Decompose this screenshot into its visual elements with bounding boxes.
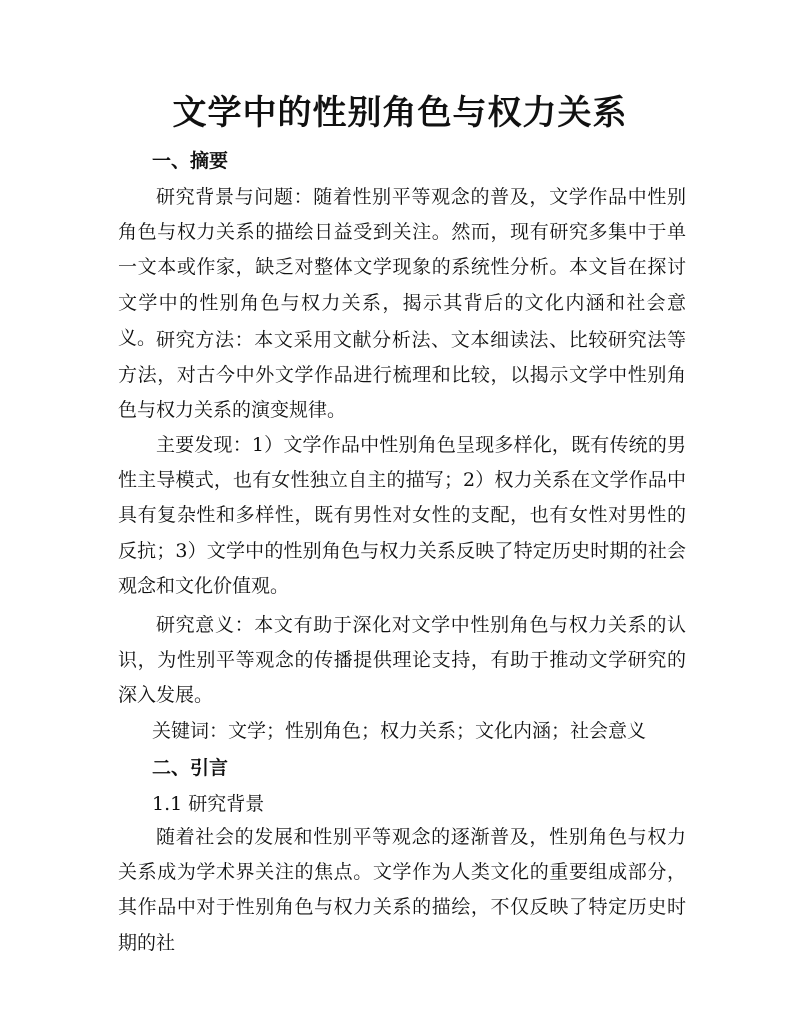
abstract-findings-paragraph: 主要发现：1）文学作品中性别角色呈现多样化，既有传统的男性主导模式，也有女性独立自主的描写；2）权力关系在文学作品中具有复杂性和多样性，既有男性对女性的支配，也有女性对男性的反抗；3）文学中的性别角色与权力关系反映了特定历史时期的社会观念和文化价值观。 bbox=[118, 434, 686, 597]
document-title: 文学中的性别角色与权力关系 bbox=[172, 93, 628, 133]
abstract-background-paragraph: 研究背景与问题：随着性别平等观念的普及，文学作品中性别角色与权力关系的描绘日益受到关注。然而，现有研究多集中于单一文本或作家，缺乏对整体文学现象的系统性分析。本文旨在探讨文学中的性别角色与权力关系，揭示其背后的文化内涵和社会意义。 bbox=[118, 186, 686, 349]
abstract-heading: 一、摘要 bbox=[152, 150, 229, 172]
introduction-heading: 二、引言 bbox=[152, 757, 229, 779]
introduction-paragraph: 随着社会的发展和性别平等观念的逐渐普及，性别角色与权力关系成为学术界关注的焦点。文学作为人类文化的重要组成部分，其作品中对于性别角色与权力关系的描绘，不仅反映了特定历史时期的社 bbox=[118, 826, 686, 954]
abstract-methods-paragraph: 研究方法：本文采用文献分析法、文本细读法、比较研究法等方法，对古今中外文学作品进行梳理和比较，以揭示文学中性别角色与权力关系的演变规律。 bbox=[118, 329, 686, 422]
keywords-line: 关键词：文学；性别角色；权力关系；文化内涵；社会意义 bbox=[152, 720, 647, 742]
section-1-1-heading: 1.1 研究背景 bbox=[152, 793, 265, 815]
abstract-significance-paragraph: 研究意义：本文有助于深化对文学中性别角色与权力关系的认识，为性别平等观念的传播提供理论支持，有助于推动文学研究的深入发展。 bbox=[118, 614, 686, 707]
